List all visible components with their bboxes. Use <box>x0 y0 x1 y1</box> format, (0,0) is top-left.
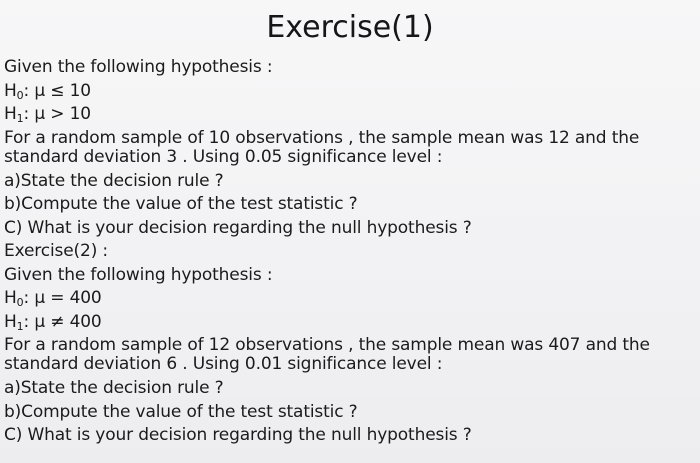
exercise1-question-b: b)Compute the value of the test statistic ? <box>4 194 358 214</box>
h0-expression: : μ ≤ 10 <box>23 80 91 101</box>
exercise2-heading: Exercise(2) : <box>4 241 109 261</box>
exercise1-problem-text: For a random sample of 10 observations , the sample mean was 12 and the standard deviation 3 . Using 0.05 significance level : <box>4 127 640 167</box>
h0-label: H <box>4 80 17 101</box>
page-title: Exercise(1) <box>266 10 434 45</box>
exercise2-problem-text: For a random sample of 12 observations , the sample mean was 407 and the standard deviation 6 . Using 0.01 significance level : <box>4 335 650 374</box>
exercise2-alternative-hypothesis <box>4 311 696 335</box>
exercise1-question-c: C) What is your decision regarding the null hypothesis ? <box>4 217 472 238</box>
exercise2-question-c: C) What is your decision regarding the null hypothesis ? <box>4 425 472 445</box>
exercise2-intro: Given the following hypothesis : <box>4 264 273 285</box>
h1-expression: : μ ≠ 400 <box>23 311 102 332</box>
h0-subscript: 0 <box>16 88 24 102</box>
h1-label: H <box>4 104 17 124</box>
exercise1-null-hypothesis <box>4 80 696 104</box>
exercise1-intro: Given the following hypothesis : <box>4 57 273 77</box>
document-body <box>4 56 696 448</box>
h0-subscript: 0 <box>16 296 24 309</box>
exercise2-question-a: a)State the decision rule ? <box>4 378 224 398</box>
h1-subscript: 1 <box>16 112 24 125</box>
h0-label: H <box>4 288 17 308</box>
exercise2-null-hypothesis <box>4 287 696 311</box>
h0-expression: : μ = 400 <box>23 288 102 308</box>
exercise1-question-a: a)State the decision rule ? <box>4 170 224 191</box>
exercise1-alternative-hypothesis <box>4 103 696 127</box>
h1-expression: : μ > 10 <box>23 104 91 124</box>
h1-subscript: 1 <box>16 319 24 333</box>
h1-label: H <box>4 311 17 332</box>
exercise2-question-b: b)Compute the value of the test statistic ? <box>4 401 358 422</box>
